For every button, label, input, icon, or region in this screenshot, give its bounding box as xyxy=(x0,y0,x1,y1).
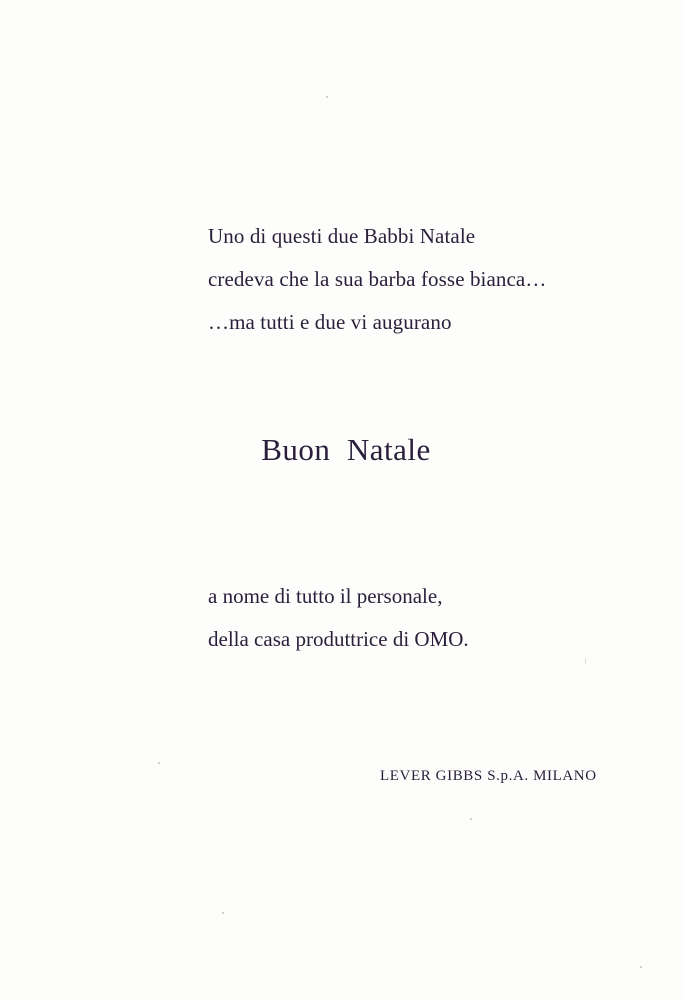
greeting-text: Buon Natale xyxy=(261,432,431,467)
greeting-heading xyxy=(0,432,684,468)
paper-speck xyxy=(470,818,472,820)
paper-speck xyxy=(585,658,586,664)
company-signature xyxy=(380,768,597,785)
closing-paragraph xyxy=(208,575,469,661)
closing-line-1: a nome di tutto il personale, xyxy=(208,584,443,608)
paper-speck xyxy=(640,966,642,968)
signature-text: LEVER GIBBS S.p.A. MILANO xyxy=(380,768,597,784)
intro-line-3: …ma tutti e due vi augurano xyxy=(208,310,452,334)
paper-speck xyxy=(326,96,328,98)
closing-line-2: della casa produttrice di OMO. xyxy=(208,627,469,651)
intro-line-2: credeva che la sua barba fosse bianca… xyxy=(208,267,547,291)
paper-speck xyxy=(158,762,160,764)
paper-speck xyxy=(222,912,224,914)
intro-paragraph xyxy=(208,215,546,344)
intro-line-1: Uno di questi due Babbi Natale xyxy=(208,224,476,248)
